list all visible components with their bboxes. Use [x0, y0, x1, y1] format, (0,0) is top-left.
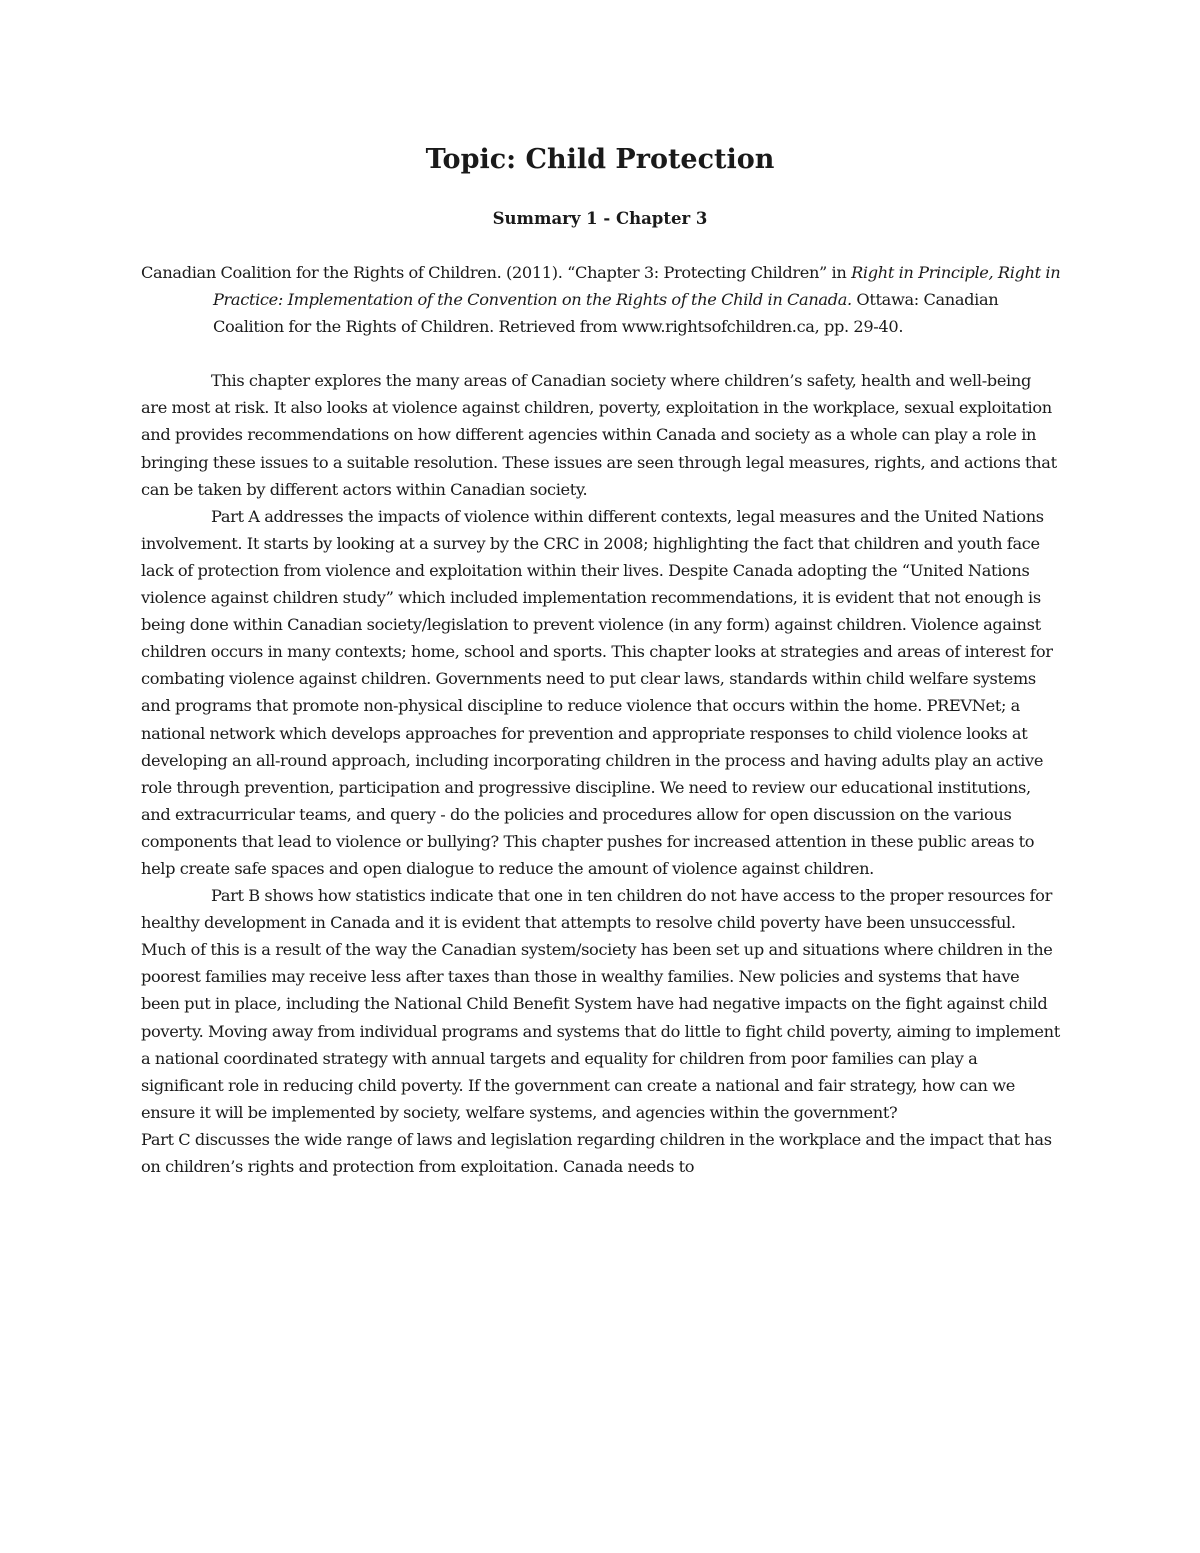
- citation-text: Canadian Coalition for the Rights of Children. (2011). “Chapter 3: Protecting Children” in: [141, 263, 852, 282]
- citation: [141, 259, 1061, 340]
- document-body: [141, 259, 1061, 1180]
- citation-publisher: Ottawa: Canadian Coalition for the Rights of Children. Retrieved from www.rightsofchildren.ca, pp. 29-40.: [213, 290, 999, 337]
- page-subtitle: Summary 1 - Chapter 3: [492, 209, 708, 228]
- paragraph-part-a: Part A addresses the impacts of violence within different contexts, legal measures and the United Nations involvement. It starts by looking at a survey by the CRC in 2008; highlighting the fact that children and youth face lack of protection from violence and exploitation within their lives. Despite Canada adopting the “United Nations violence against children study” which included implementation recommendations, it is evident that not enough is being done within Canadian society/legislation to prevent violence (in any form) against children. Violence against children occurs in many contexts; home, school and sports. This chapter looks at strategies and areas of interest for combating violence against children. Governments need to put clear laws, standards within child welfare systems and programs that promote non-physical discipline to reduce violence that occurs within the home. PREVNet; a national network which develops approaches for prevention and appropriate responses to child violence looks at developing an all-round approach, including incorporating children in the process and having adults play an active role through prevention, participation and progressive discipline. We need to review our educational institutions, and extracurricular teams, and query - do the policies and procedures allow for open discussion on the various components that lead to violence or bullying? This chapter pushes for increased attention in these public areas to help create safe spaces and open dialogue to reduce the amount of violence against children.: [141, 506, 1053, 878]
- citation-book-title: Right in Principle, Right in Practice: Implementation of the Convention on the Rights of the Child in Canada.: [213, 263, 1061, 310]
- paragraph-part-c: Part C discusses the wide range of laws and legislation regarding children in the workplace and the impact that has on children’s rights and protection from exploitation. Canada needs to: [141, 1129, 1052, 1176]
- page-title: Topic: Child Protection: [425, 144, 775, 175]
- paragraph-part-b: Part B shows how statistics indicate that one in ten children do not have access to the proper resources for healthy development in Canada and it is evident that attempts to resolve child poverty have been unsuccessful. Much of this is a result of the way the Canadian system/society has been set up and situations where children in the poorest families may receive less after taxes than those in wealthy families. New policies and systems that have been put in place, including the National Child Benefit System have had negative impacts on the fight against child poverty. Moving away from individual programs and systems that do little to fight child poverty, aiming to implement a national coordinated strategy with annual targets and equality for children from poor families can play a significant role in reducing child poverty. If the government can create a national and fair strategy, how can we ensure it will be implemented by society, welfare systems, and agencies within the government?: [141, 886, 1060, 1122]
- paragraph-intro: This chapter explores the many areas of Canadian society where children’s safety, health and well-being are most at risk. It also looks at violence against children, poverty, exploitation in the workplace, sexual exploitation and provides recommendations on how different agencies within Canada and society as a whole can play a role in bringing these issues to a suitable resolution. These issues are seen through legal measures, rights, and actions that can be taken by different actors within Canadian society.: [141, 371, 1057, 499]
